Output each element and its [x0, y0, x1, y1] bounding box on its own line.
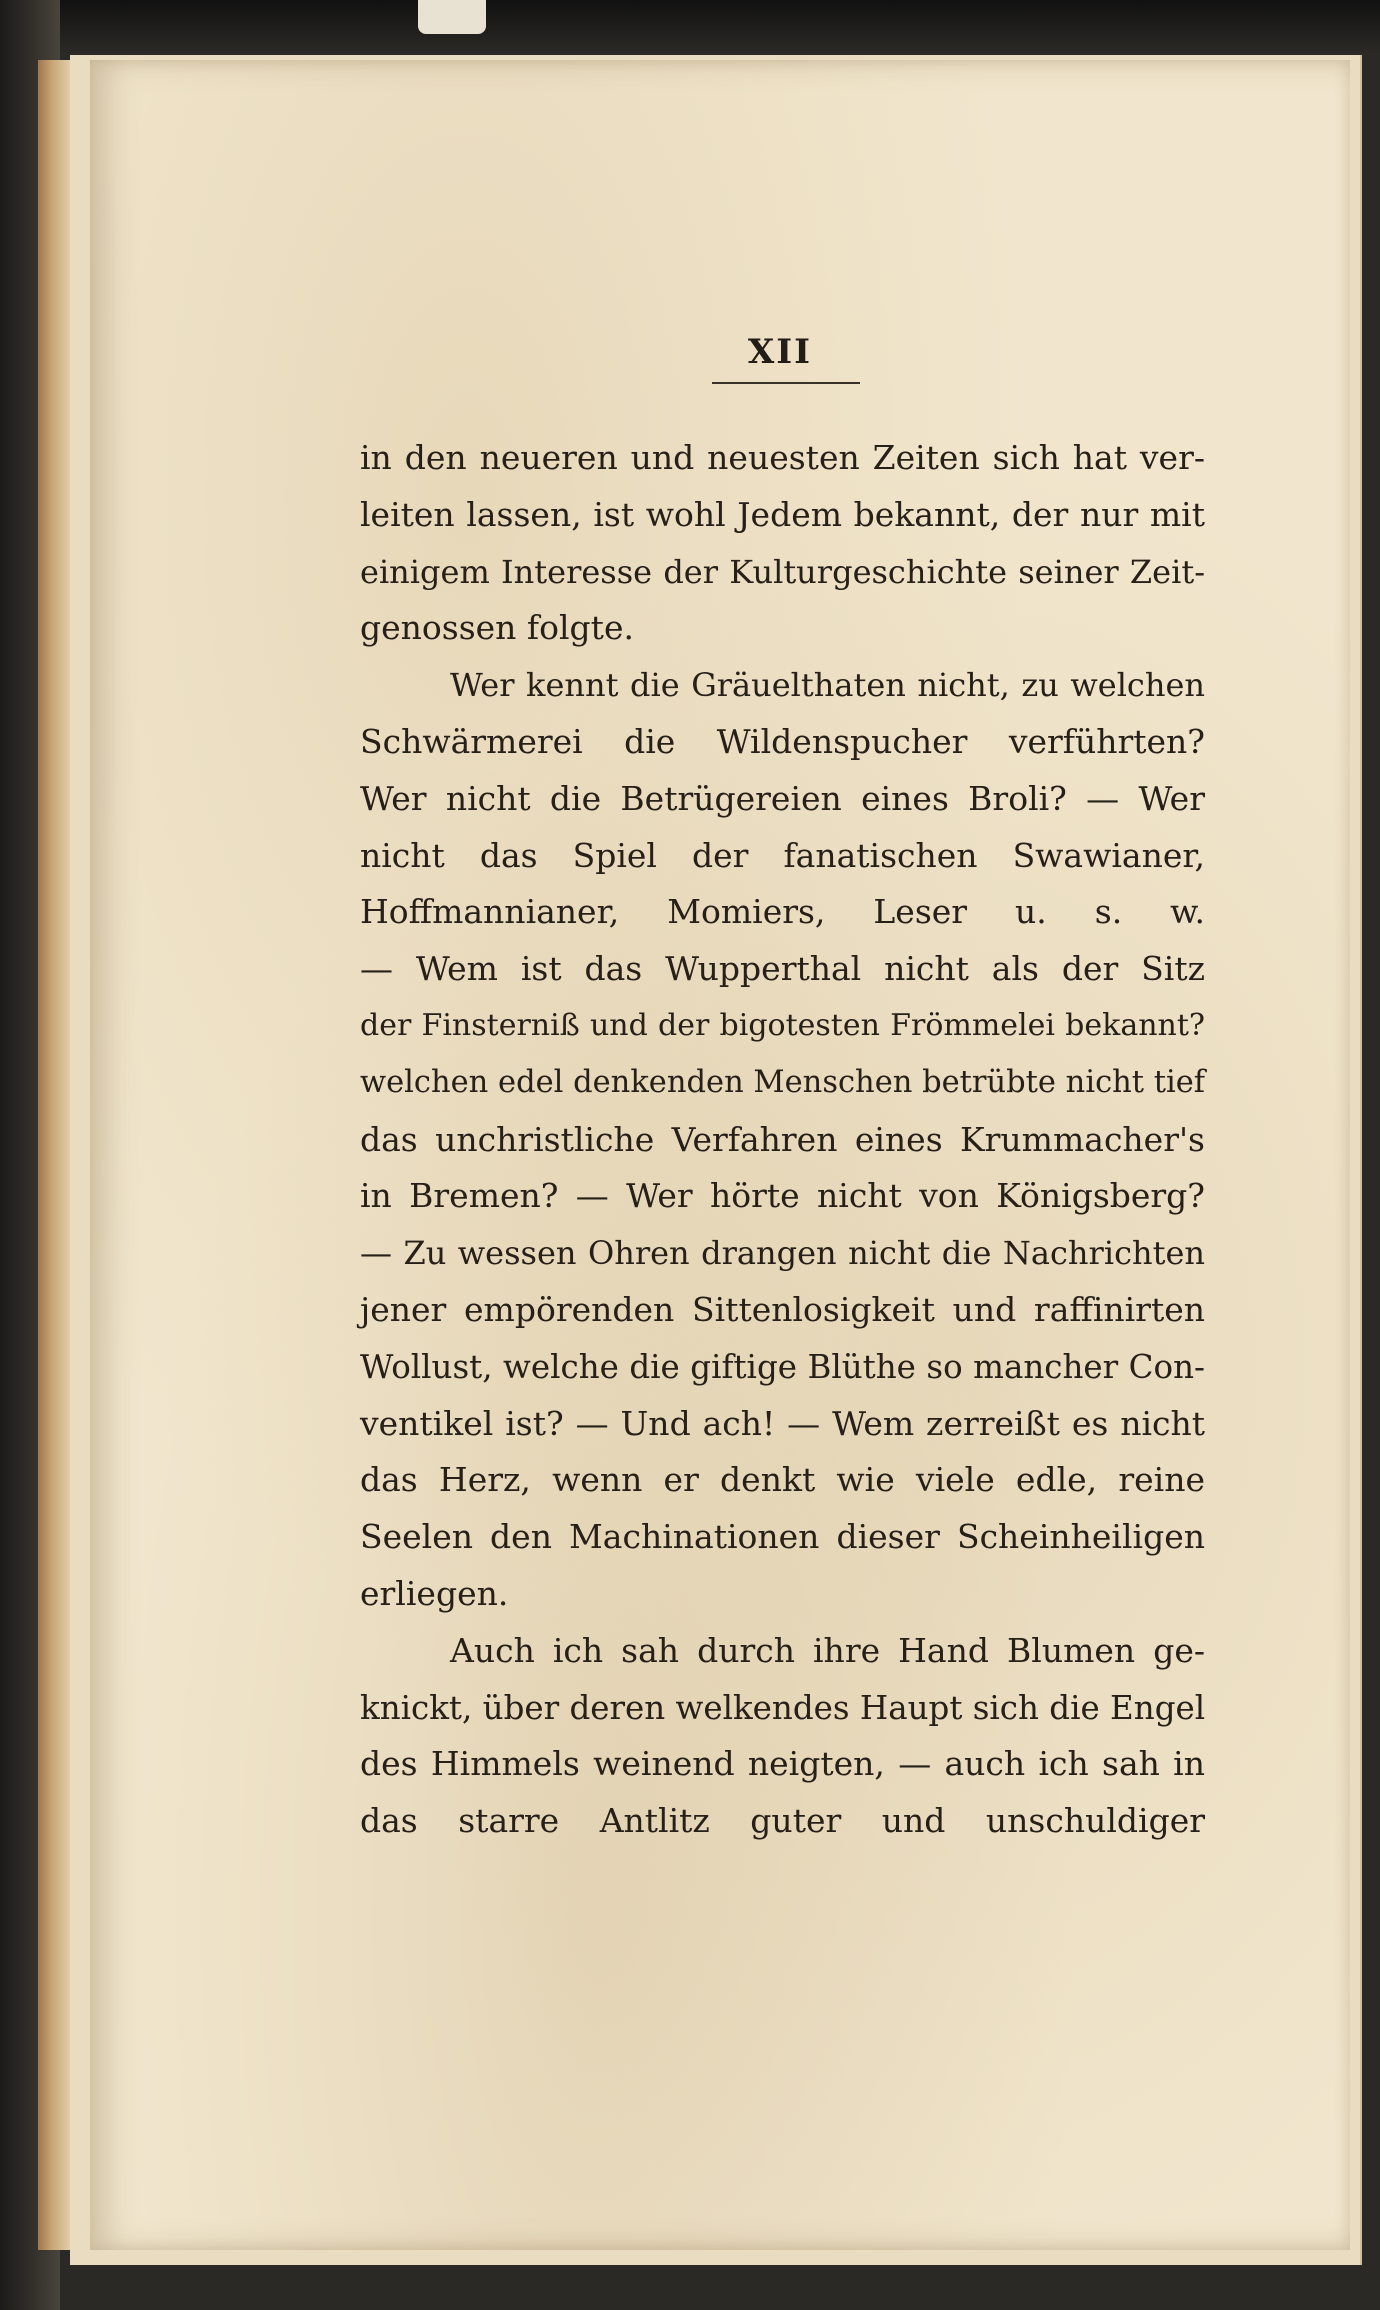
- text-line: der Finsterniß und der bigotesten Frömmelei bekannt?: [360, 1007, 1205, 1043]
- text-line: das Herz, wenn er denkt wie viele edle, reine: [360, 1460, 1205, 1500]
- text-line: Wer kennt die Gräuelthaten nicht, zu welchen: [450, 666, 1205, 705]
- body-text: [360, 430, 1205, 1850]
- text-line: Wer nicht die Betrügereien eines Broli? — Wer: [360, 778, 1205, 818]
- text-line: einigem Interesse der Kulturgeschichte seiner Zeit-: [360, 552, 1205, 591]
- text-line: Hoffmannianer, Momiers, Leser u. s. w.: [360, 892, 1205, 932]
- text-line: Schwärmerei die Wildenspucher verführten?: [360, 721, 1205, 761]
- text-line: ventikel ist? — Und ach! — Wem zerreißt es nicht: [360, 1403, 1205, 1443]
- text-line: genossen folgte.: [360, 608, 634, 648]
- bookmark-ribbon: [418, 0, 486, 34]
- page-number: XII: [747, 332, 813, 372]
- page-edges: [38, 60, 74, 2250]
- text-line: in den neueren und neuesten Zeiten sich hat ver-: [360, 438, 1205, 477]
- text-line: Auch ich sah durch ihre Hand Blumen ge-: [450, 1630, 1205, 1670]
- text-line: jener empörenden Sittenlosigkeit und raffinirten: [360, 1289, 1205, 1329]
- text-line: nicht das Spiel der fanatischen Swawianer,: [360, 835, 1205, 875]
- text-line: das starre Antlitz guter und unschuldiger: [360, 1801, 1205, 1841]
- text-line: — Zu wessen Ohren drangen nicht die Nachrichten: [360, 1234, 1205, 1273]
- header-rule: [712, 382, 860, 384]
- text-line: erliegen.: [360, 1573, 509, 1613]
- text-line: leiten lassen, ist wohl Jedem bekannt, der nur mit: [360, 494, 1205, 534]
- text-line: in Bremen? — Wer hörte nicht von Königsberg?: [360, 1176, 1205, 1216]
- book-cover-top: [0, 0, 1380, 55]
- text-line: Seelen den Machinationen dieser Scheinheiligen: [360, 1517, 1205, 1557]
- text-line: Wollust, welche die giftige Blüthe so mancher Con-: [360, 1347, 1205, 1386]
- text-line: des Himmels weinend neigten, — auch ich sah in: [360, 1744, 1205, 1784]
- text-line: — Wem ist das Wupperthal nicht als der Sitz: [360, 949, 1205, 989]
- text-line: welchen edel denkenden Menschen betrübte nicht tief: [360, 1064, 1206, 1100]
- text-line: knickt, über deren welkendes Haupt sich die Engel: [360, 1688, 1206, 1727]
- text-line: das unchristliche Verfahren eines Krummacher's: [360, 1119, 1205, 1159]
